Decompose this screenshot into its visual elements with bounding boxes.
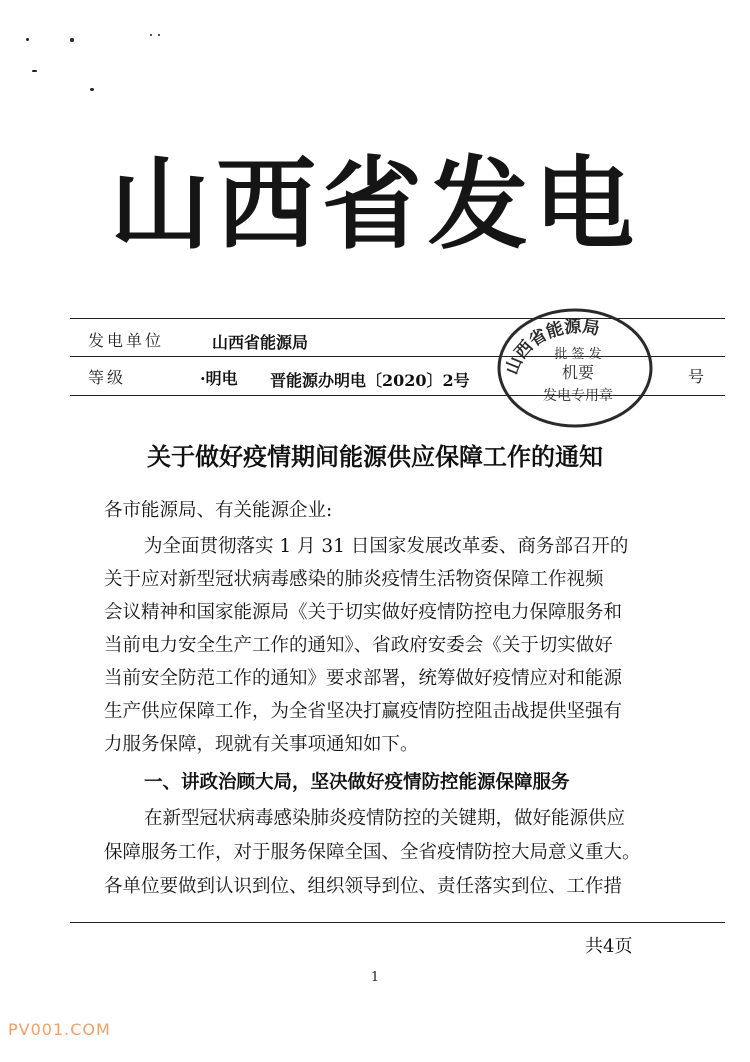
page-number: 1 bbox=[370, 970, 380, 985]
seal-arc-text: 山西省能源局 bbox=[502, 316, 602, 378]
paragraph-line: 为全面贯彻落实 1 月 31 日国家发展改革委、商务部召开的 bbox=[144, 536, 629, 557]
official-seal bbox=[490, 300, 660, 430]
speck bbox=[32, 70, 37, 72]
paragraph-line: 在新型冠状病毒感染肺炎疫情防控的关键期，做好能源供应 bbox=[144, 808, 626, 829]
total-pages: 共4页 bbox=[585, 936, 633, 957]
paragraph-line: 力服务保障，现就有关事项通知如下。 bbox=[104, 734, 419, 755]
document-title: 山西省发电 bbox=[110, 146, 640, 263]
paragraph-line: 当前安全防范工作的通知》要求部署，统筹做好疫情应对和能源 bbox=[104, 668, 623, 689]
site-watermark: PV001.COM bbox=[8, 1020, 111, 1039]
seal-line-3: 发电专用章 bbox=[543, 388, 613, 404]
speck bbox=[158, 34, 160, 36]
sender-label: 发电单位 bbox=[88, 331, 165, 350]
paragraph-line: 各单位要做到认识到位、组织领导到位、责任落实到位、工作措 bbox=[104, 876, 623, 897]
speck bbox=[150, 34, 152, 36]
notice-title: 关于做好疫情期间能源供应保障工作的通知 bbox=[147, 442, 603, 471]
paragraph-line: 当前电力安全生产工作的通知》、省政府安委会《关于切实做好 bbox=[104, 635, 613, 656]
paragraph-line: 生产供应保障工作，为全省坚决打赢疫情防控阻击战提供坚强有 bbox=[104, 701, 623, 722]
addressee: 各市能源局、有关能源企业: bbox=[104, 500, 333, 521]
grade-value: ·明电 bbox=[200, 369, 238, 388]
seal-line-2: 机要 bbox=[561, 363, 595, 382]
speck bbox=[26, 38, 29, 41]
paragraph-line: 会议精神和国家能源局《关于切实做好疫情防控电力保障服务和 bbox=[104, 602, 623, 623]
number-suffix: 号 bbox=[688, 367, 705, 386]
paragraph-line: 关于应对新型冠状病毒感染的肺炎疫情生活物资保障工作视频 bbox=[104, 569, 604, 590]
paragraph-line: 保障服务工作，对于服务保障全国、全省疫情防控大局意义重大。 bbox=[104, 842, 641, 863]
footer-rule bbox=[70, 922, 725, 923]
speck bbox=[90, 88, 94, 91]
document-number: 晋能源办明电〔2020〕2号 bbox=[270, 371, 470, 390]
sender-value: 山西省能源局 bbox=[212, 333, 309, 352]
section-heading: 一、讲政治顾大局，坚决做好疫情防控能源保障服务 bbox=[144, 772, 570, 793]
speck bbox=[70, 38, 74, 42]
grade-label: 等级 bbox=[88, 368, 127, 387]
seal-line-1: 批 签 发 bbox=[554, 347, 602, 362]
